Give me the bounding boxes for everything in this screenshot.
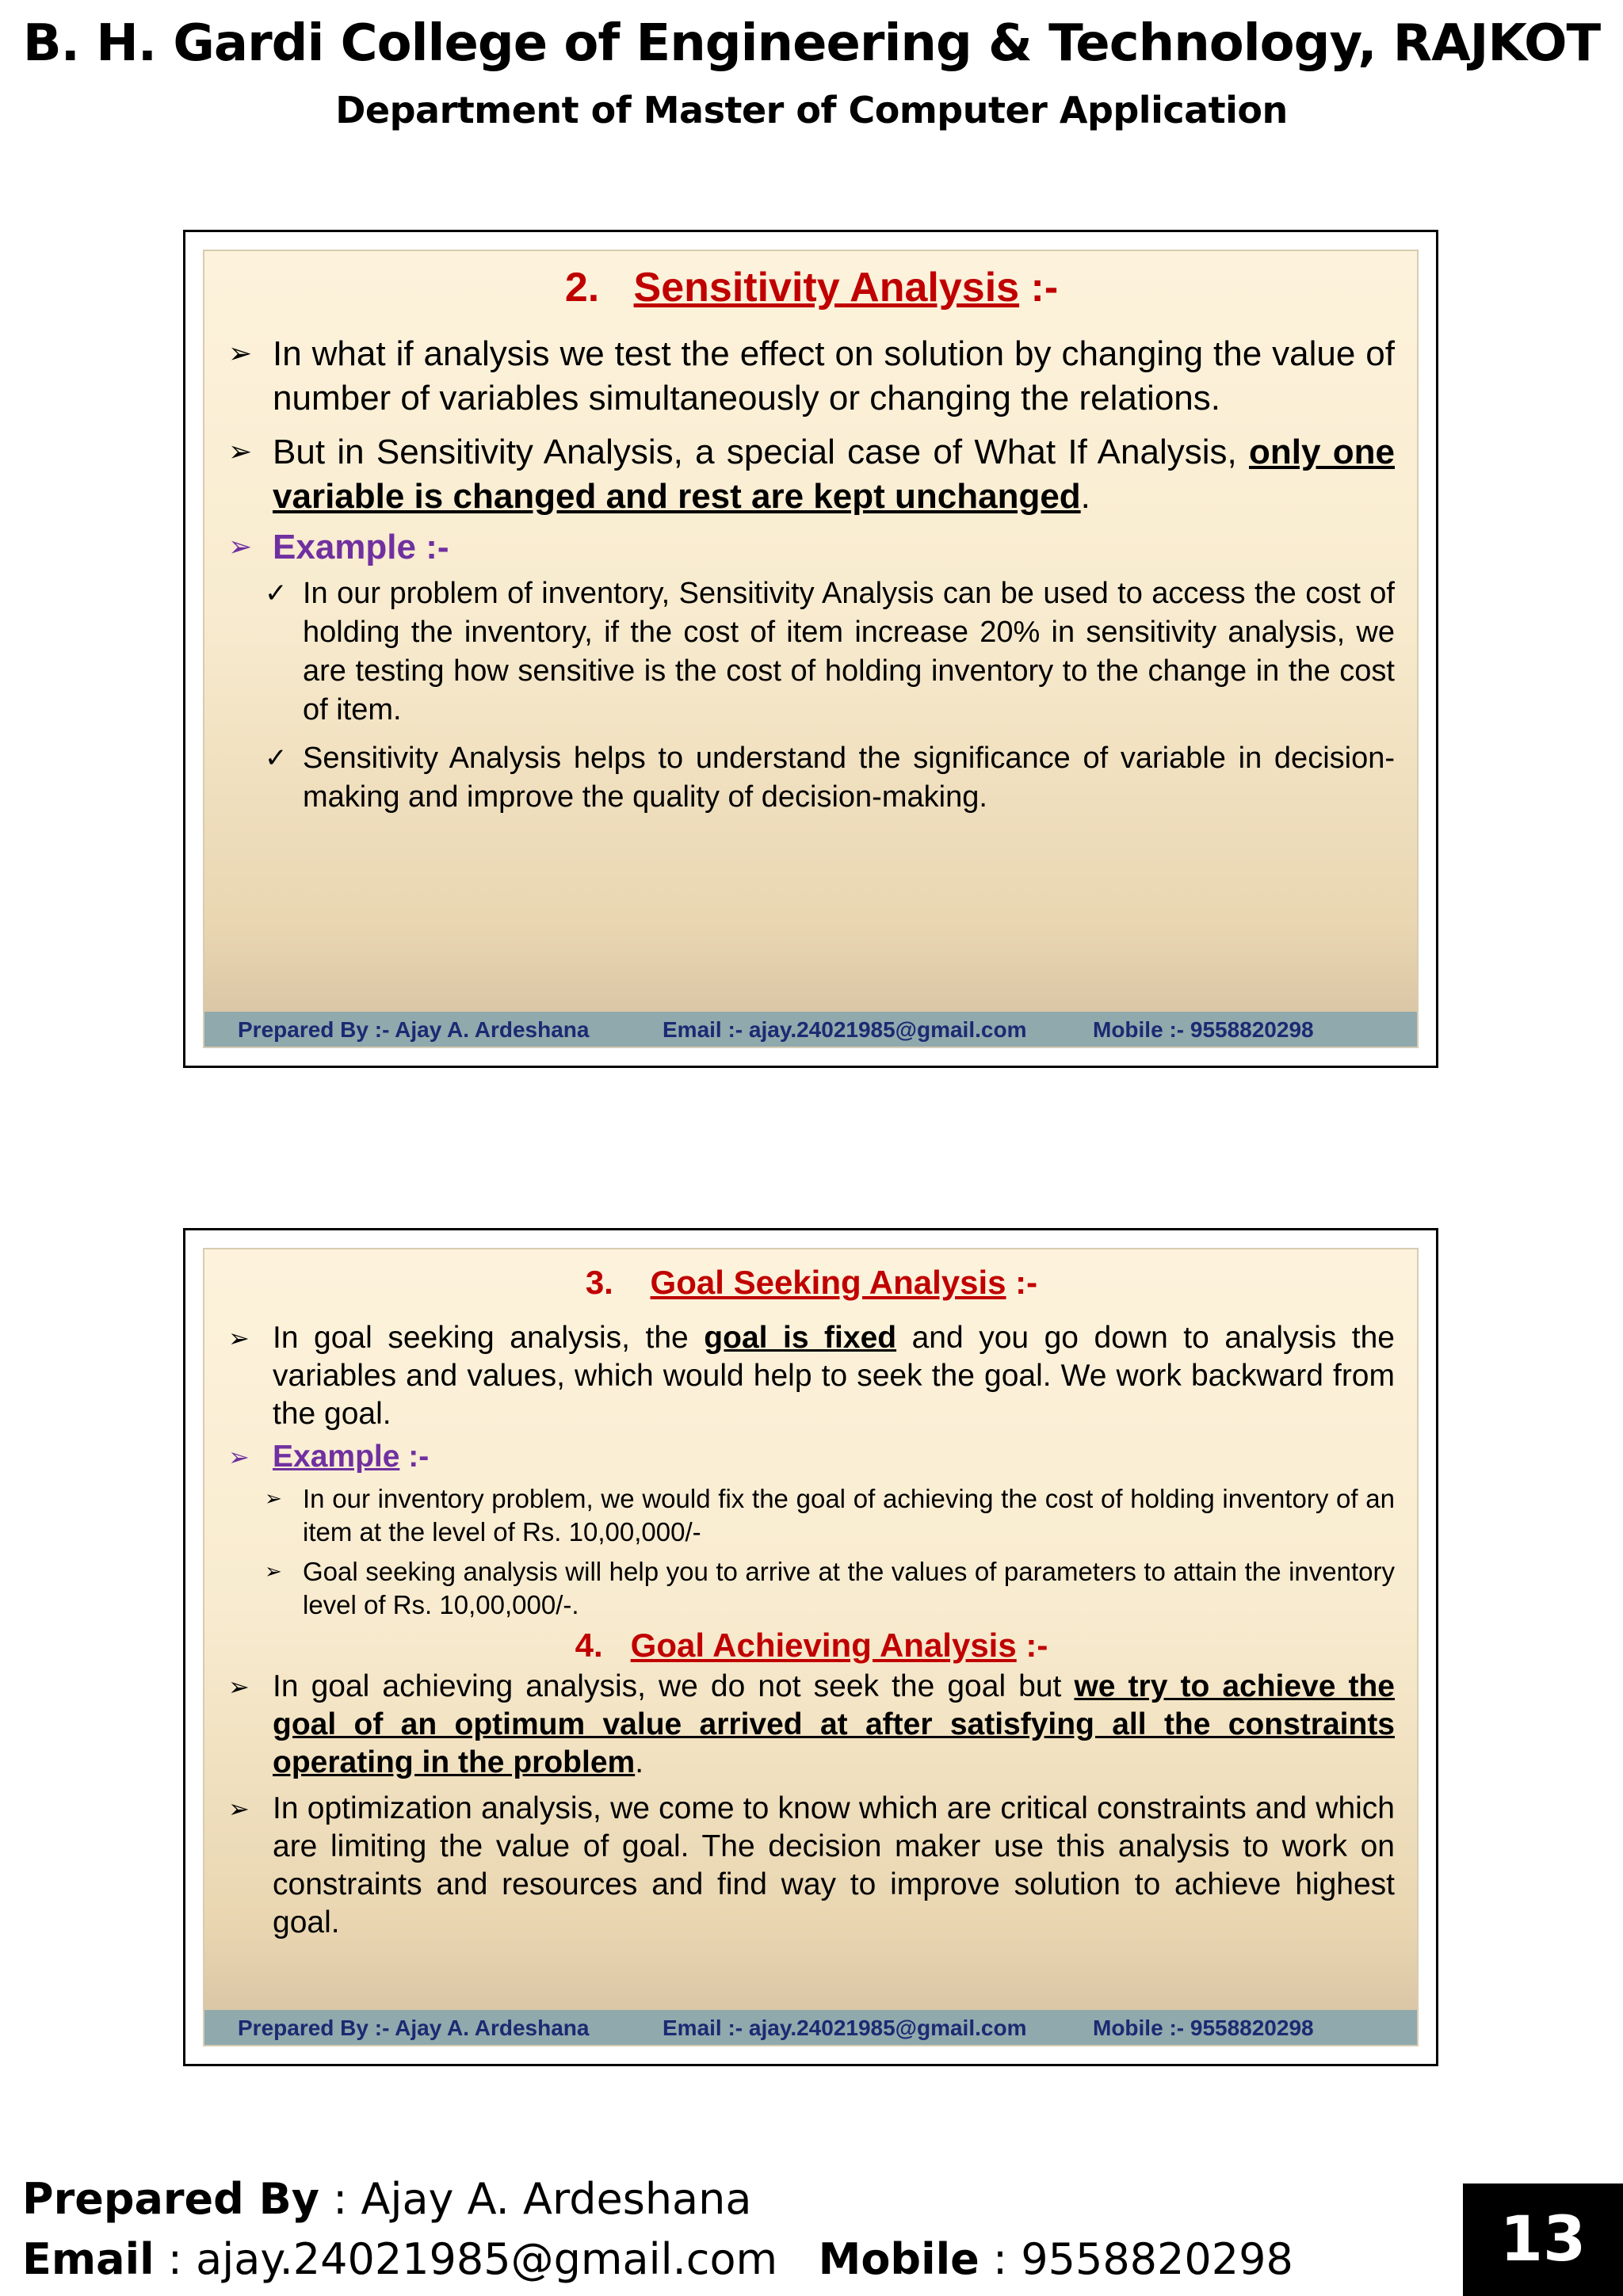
slide-heading bbox=[228, 1264, 1395, 1302]
bullet-text bbox=[273, 1668, 1395, 1782]
footer-email-label: Email bbox=[22, 2234, 155, 2284]
sub-bullet-item bbox=[228, 1482, 1395, 1549]
heading-suffix: :- bbox=[1019, 265, 1059, 311]
sub-bullet-item bbox=[228, 574, 1395, 730]
bullet-text bbox=[273, 430, 1395, 519]
department-subtitle: Department of Master of Computer Application bbox=[335, 89, 1288, 132]
college-title: B. H. Gardi College of Engineering & Technology, RAJKOT bbox=[22, 14, 1601, 73]
bullet-text-plain: But in Sensitivity Analysis, a special case of What If Analysis, bbox=[273, 433, 1250, 471]
bullet-text-plain: In goal seeking analysis, the bbox=[273, 1321, 705, 1355]
bullet-text-end: . bbox=[635, 1745, 644, 1779]
slide-footer-email: Email :- ajay.24021985@gmail.com bbox=[663, 2016, 1027, 2040]
heading-number: 4. bbox=[575, 1627, 603, 1664]
example-heading bbox=[228, 1438, 1395, 1476]
slide-heading bbox=[228, 264, 1395, 311]
bullet-item bbox=[228, 1790, 1395, 1942]
bullet-text: In what if analysis we test the effect on solution by changing the value of number of variables simultaneously or changing the relations. bbox=[273, 334, 1395, 418]
heading-number: 3. bbox=[585, 1264, 613, 1301]
sub-bullet-text: In our problem of inventory, Sensitivity Analysis can be used to access the cost of holding the inventory, if the cost of item increase 20% in sensitivity analysis, we are testing how sensitive is the cost of holding inventory to the change in the cost of item. bbox=[303, 577, 1395, 727]
arrow-bullet-icon: ➢ bbox=[228, 338, 253, 370]
example-heading bbox=[228, 525, 1395, 570]
footer-contact bbox=[22, 2234, 1293, 2284]
arrow-bullet-icon: ➢ bbox=[228, 1323, 250, 1353]
slide-body bbox=[203, 1248, 1419, 2046]
check-icon: ✓ bbox=[265, 742, 288, 774]
arrow-bullet-icon: ➢ bbox=[228, 436, 253, 468]
arrow-bullet-icon: ➢ bbox=[228, 1794, 250, 1824]
bullet-item bbox=[228, 430, 1395, 519]
bullet-text bbox=[273, 1319, 1395, 1433]
example-label bbox=[273, 1438, 1395, 1476]
slide-footer-author: Prepared By :- Ajay A. Ardeshana bbox=[238, 2016, 590, 2040]
slide-content bbox=[228, 1264, 1395, 1942]
check-icon: ✓ bbox=[265, 578, 288, 609]
slide-footer bbox=[204, 1012, 1417, 1047]
slide-goal-seeking-analysis bbox=[183, 1228, 1438, 2066]
sub-bullet-text: In our inventory problem, we would fix the goal of achieving the cost of holding inventory of an item at the level of Rs. 10,00,000/- bbox=[303, 1484, 1395, 1547]
arrow-bullet-icon: ➢ bbox=[228, 531, 253, 563]
bullet-item bbox=[228, 332, 1395, 421]
page-number: 13 bbox=[1463, 2183, 1623, 2296]
bullet-item bbox=[228, 1668, 1395, 1782]
arrow-bullet-icon: ➢ bbox=[228, 1442, 250, 1472]
bullet-text-end: and you go down to analysis the variables and values, which would help to seek the goal. We work backward from the goal. bbox=[273, 1321, 1395, 1431]
heading-suffix: :- bbox=[1006, 1264, 1038, 1301]
bullet-text-emphasis: we try to achieve the goal of an optimum value arrived at after satisfying all the constraints operating in the problem bbox=[273, 1669, 1395, 1779]
example-label: Example :- bbox=[273, 528, 449, 566]
arrow-bullet-icon: ➢ bbox=[265, 1560, 282, 1584]
bullet-item bbox=[228, 1319, 1395, 1433]
arrow-bullet-icon: ➢ bbox=[265, 1487, 282, 1511]
bullet-text-emphasis: goal is fixed bbox=[704, 1321, 897, 1355]
sub-bullet-item bbox=[228, 739, 1395, 817]
sub-bullet-item bbox=[228, 1555, 1395, 1622]
footer-email-value: : ajay.24021985@gmail.com bbox=[154, 2234, 778, 2284]
slide-body bbox=[203, 250, 1419, 1048]
footer-mobile-value: : 9558820298 bbox=[979, 2234, 1293, 2284]
slide-footer-email: Email :- ajay.24021985@gmail.com bbox=[663, 1017, 1027, 1042]
slide-footer bbox=[204, 2010, 1417, 2045]
slide-content bbox=[228, 264, 1395, 817]
heading-number: 2. bbox=[564, 265, 600, 311]
bullet-text-plain: In goal achieving analysis, we do not seek the goal but bbox=[273, 1669, 1075, 1703]
heading-text: Goal Seeking Analysis bbox=[650, 1264, 1006, 1301]
slide-footer-author: Prepared By :- Ajay A. Ardeshana bbox=[238, 1017, 590, 1042]
arrow-bullet-icon: ➢ bbox=[228, 1672, 250, 1702]
footer-mobile-label: Mobile bbox=[818, 2234, 980, 2284]
sub-bullet-text: Sensitivity Analysis helps to understand the significance of variable in decision-making and improve the quality of decision-making. bbox=[303, 742, 1395, 814]
slide-subheading bbox=[228, 1627, 1395, 1665]
heading-text: Sensitivity Analysis bbox=[633, 265, 1020, 311]
footer-prepared-value: : Ajay A. Ardeshana bbox=[319, 2174, 752, 2224]
footer-prepared-label: Prepared By bbox=[22, 2174, 319, 2224]
slide-footer-mobile: Mobile :- 9558820298 bbox=[1093, 2016, 1314, 2040]
sub-bullet-text: Goal seeking analysis will help you to arrive at the values of parameters to attain the inventory level of Rs. 10,00,000/-. bbox=[303, 1557, 1395, 1619]
footer-prepared-by bbox=[22, 2174, 751, 2224]
slide-sensitivity-analysis bbox=[183, 230, 1438, 1068]
bullet-text-emphasis: only one variable is changed and rest are kept unchanged bbox=[273, 433, 1395, 516]
heading-suffix: :- bbox=[1016, 1627, 1048, 1664]
heading-text: Goal Achieving Analysis bbox=[630, 1627, 1017, 1664]
bullet-text: In optimization analysis, we come to know which are critical constraints and which are limiting the value of goal. The decision maker use this analysis to work on constraints and resources and find way to improve solution to achieve highest goal. bbox=[273, 1791, 1395, 1939]
slide-footer-mobile: Mobile :- 9558820298 bbox=[1093, 1017, 1314, 1042]
example-label-text: Example bbox=[273, 1440, 400, 1474]
bullet-text-end: . bbox=[1080, 477, 1090, 516]
example-label-suffix: :- bbox=[399, 1440, 430, 1474]
